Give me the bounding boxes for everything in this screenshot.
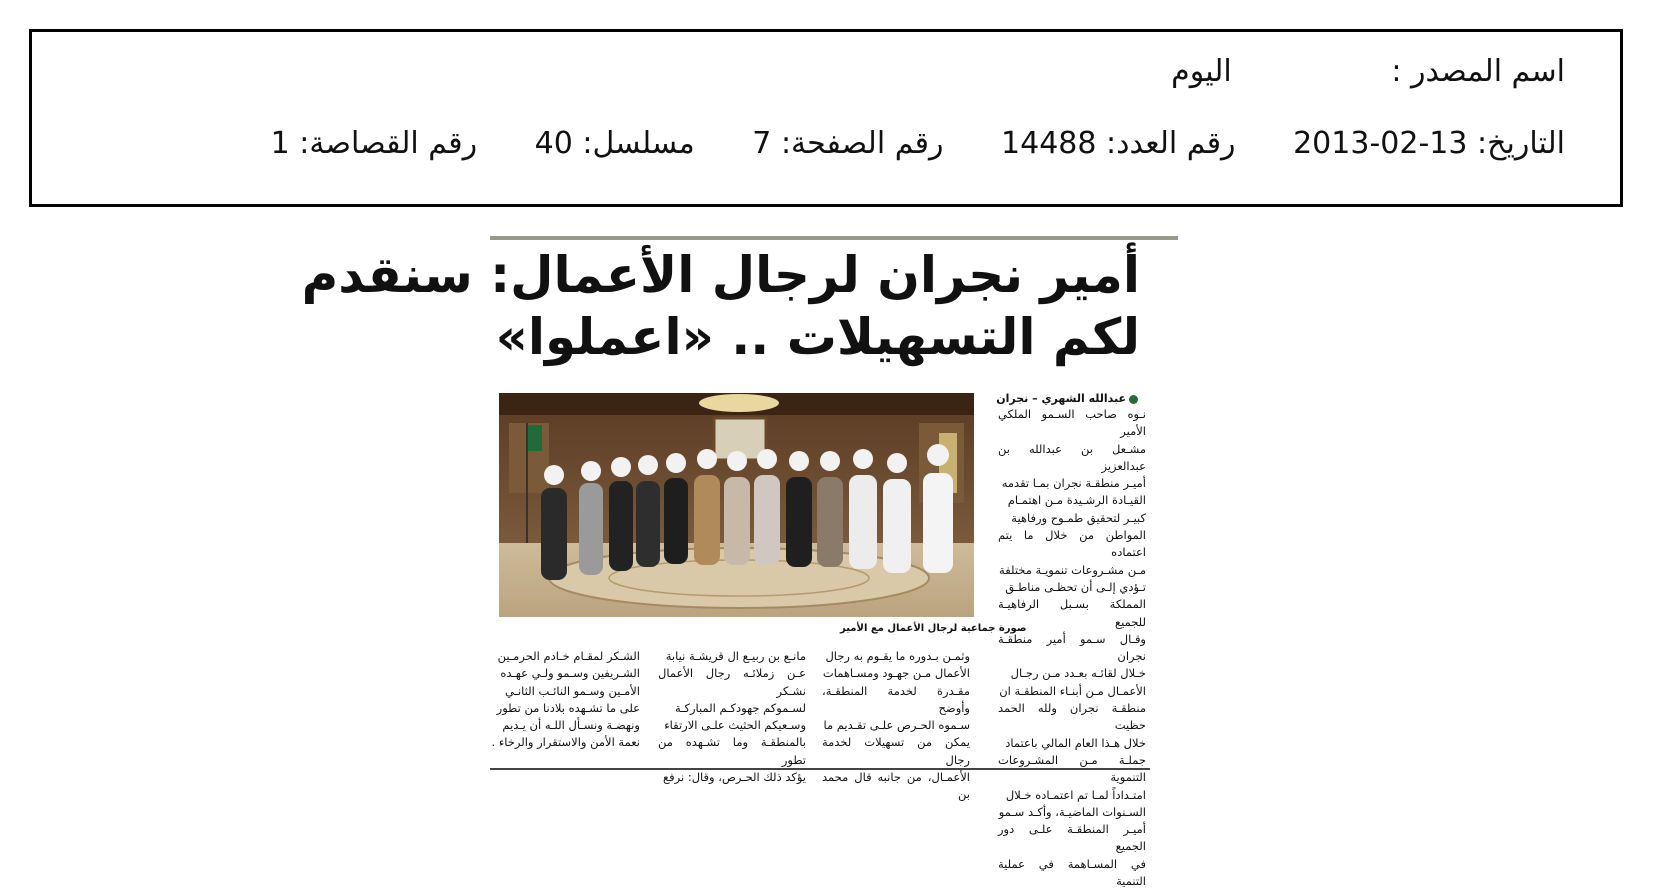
text-line: أميـر منطقـة نجران بمـا تقدمه — [1001, 476, 1146, 491]
article-column-left — [490, 648, 640, 752]
photo-caption: صورة جماعية لرجال الأعمال مع الأمير — [840, 623, 1027, 634]
newspaper-clipping — [301, 236, 1178, 889]
text-line: الأعمال مـن جهـود ومسـاهمات — [822, 666, 970, 681]
text-line: عـن زملائـه رجال الأعمال نشـكر — [658, 666, 806, 698]
text-line: الأعمـال، من جانبه قال محمد بن — [822, 770, 970, 802]
headline-line-2: لكم التسهيلات .. «اعملوا» — [495, 308, 1140, 366]
text-line: وسـعيكم الحثيث علـى الارتقاء — [664, 718, 806, 733]
issue-value: 14488 — [1001, 126, 1097, 161]
text-line: مانـع بن ربيـع ال قريشـة نيابة — [665, 649, 806, 663]
text-line: مـن مشـروعات تنمويـة مختلفة — [999, 562, 1146, 577]
meta-row — [271, 126, 1565, 162]
clipping-top-rule — [490, 236, 1178, 240]
text-line: امتـداداً لمـا تم اعتمـاده خـلال — [1005, 787, 1146, 802]
page-value: 7 — [752, 126, 772, 161]
text-line: الأمـين وسـمو النائـب الثانـي — [505, 683, 640, 698]
text-line: نعمة الأمن والاستقرار والرخاء . — [491, 735, 640, 750]
text-line: مشـعل بن عبدالله بن عبدالعزيز — [998, 441, 1146, 473]
text-line: الشـكر لمقـام خـادم الحرمـين — [497, 649, 640, 663]
group-photo-image — [499, 393, 974, 617]
text-line: ونهضـة ونسـأل اللـه أن يـديم — [502, 718, 640, 733]
text-line: خـلال لقائـه بعـدد مـن رجـال — [1010, 666, 1146, 681]
text-line: منطقـة نجران ولله الحمد حظيت — [998, 701, 1146, 733]
byline — [996, 392, 1138, 405]
source-label: اسم المصدر : — [1391, 54, 1565, 89]
issue-label: رقم العدد: — [1106, 126, 1236, 161]
text-line: في المسـاهمة في عملية التنمية — [998, 856, 1146, 889]
text-line: جملـة مـن المشـروعات التنموية — [998, 752, 1146, 785]
text-line: يؤكد ذلك الحـرص، وقال: نرفع — [663, 770, 806, 785]
article-column-right — [998, 406, 1146, 890]
text-line: مقـدرة لخدمة المنطقـة، وأوضح — [822, 683, 970, 715]
byline-text: عبدالله الشهري – نجران — [996, 392, 1126, 405]
article-column-mid1 — [822, 648, 970, 804]
source-info-box — [29, 29, 1623, 207]
serial-label: مسلسل: — [582, 126, 695, 161]
source-value: اليوم — [1171, 54, 1232, 89]
text-line: الأعمـال مـن أبنـاء المنطقـة ان — [999, 683, 1146, 698]
text-line: المواطن من خلال ما يتم اعتماده — [998, 528, 1146, 560]
text-line: لسـموكم جهودكـم المباركـة — [674, 700, 806, 715]
text-line: وقـال سـمو أمير منطقـة نجران — [998, 631, 1146, 664]
text-line: يمكن من تسهيلات لخدمة رجال — [822, 735, 970, 767]
text-line: تـؤدي إلـى أن تحظـى مناطـق — [1005, 579, 1146, 594]
headline-line-1: أمير نجران لرجال الأعمال: سنقدم — [301, 246, 1140, 304]
article-column-mid2 — [658, 648, 806, 786]
serial-value: 40 — [534, 126, 573, 161]
text-line: المملكة بسـبل الرفاهيـة للجميع — [998, 597, 1146, 629]
date-value: 13-02-2013 — [1293, 126, 1468, 161]
text-line: أميـر المنطقـة علـى دور الجميع — [998, 822, 1146, 854]
text-line: خلال هـذا العام المالي باعتماد — [1005, 735, 1146, 750]
group-photo — [499, 393, 974, 617]
clipping-bottom-rule — [490, 768, 1150, 770]
date-label: التاريخ: — [1477, 126, 1565, 161]
source-row — [1171, 54, 1565, 90]
clip-value: 1 — [270, 126, 290, 161]
text-line: نـوه صاحب السـمو الملكي الأمير — [998, 407, 1146, 439]
clip-label: رقم القصاصة: — [299, 126, 478, 161]
text-line: القيـادة الرشـيدة مـن اهتمـام — [1007, 493, 1146, 508]
text-line: كبيـر لتحقيق طمـوح ورفاهية — [1011, 510, 1146, 525]
text-line: على ما تشـهده بلادنا من تطور — [496, 700, 640, 715]
text-line: الشـريفين وسـمو ولـي عهـده — [500, 666, 640, 681]
text-line: سـموه الحـرص علـى تقـديم ما — [823, 718, 970, 733]
page-label: رقم الصفحة: — [780, 126, 944, 161]
text-line: السـنوات الماضيـة، وأكـد سـمو — [998, 804, 1146, 819]
bullet-dot-icon — [1129, 395, 1138, 404]
text-line: وثمـن بـدوره ما يقـوم به رجال — [825, 649, 970, 663]
text-line: بالمنطقـة وما تشـهده من تطور — [658, 735, 806, 767]
